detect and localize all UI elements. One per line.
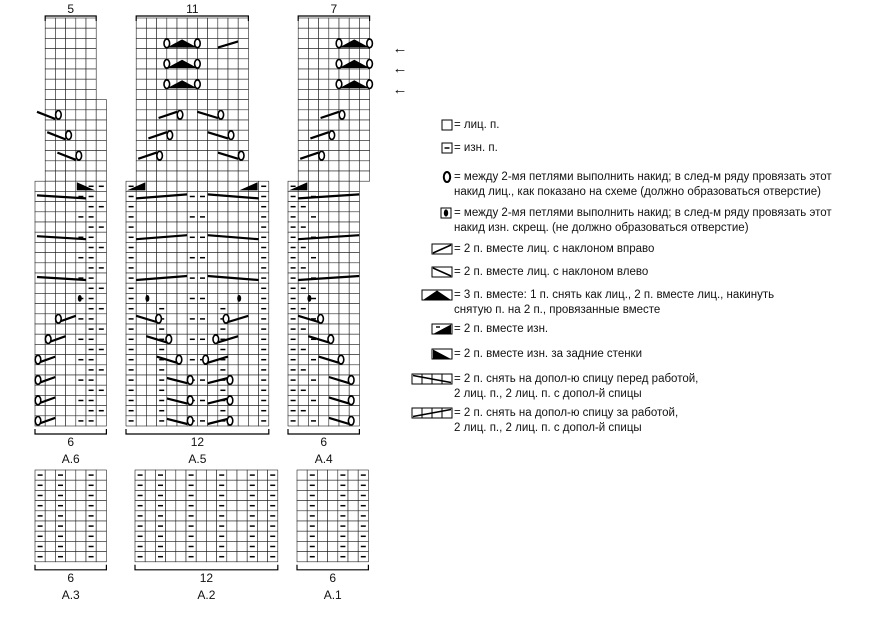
yarn-over-mark [238, 151, 244, 160]
yarn-over-mark [156, 315, 162, 324]
yarn-over-mark [35, 396, 41, 405]
chart-a4-grid [288, 18, 372, 426]
yarn-over-mark [338, 355, 344, 364]
row-arrow-icon: ← [392, 81, 408, 98]
yarn-over-mark [56, 315, 62, 324]
legend-item-purl [410, 141, 498, 156]
row-arrow-icon: ← [392, 60, 408, 77]
a1-label: A.1 [323, 587, 342, 602]
yarn-over-mark [187, 417, 193, 426]
yarn-over-mark [157, 151, 163, 160]
yarn-over-mark [35, 376, 41, 385]
yarn-over-mark [336, 80, 342, 89]
cable-front-icon [410, 372, 454, 386]
yarn-over-twisted-mark [237, 295, 241, 302]
a5-bottom-bracket [126, 429, 269, 434]
yarn-over-mark [45, 335, 51, 344]
legend-text: = 2 п. снять на допол-ю спицу перед работой, 2 лиц. п., 2 лиц. п. с допол-й спицы [454, 373, 699, 400]
legend-text: = 2 п. вместе изн. за задние стенки [454, 348, 643, 360]
yarn-over-mark [203, 355, 209, 364]
yarn-over-mark [348, 396, 354, 405]
legend-item-p2tog [410, 322, 548, 337]
yarn-over-mark [367, 39, 373, 48]
legend-item-knit [410, 118, 499, 133]
legend-text: = 2 п. снять на допол-ю спицу за работой, 2 лиц. п., 2 лиц. п. с допол-й спицы [454, 407, 679, 434]
a4-bottom-number: 6 [320, 435, 328, 449]
a6-bottom-bracket [35, 429, 106, 434]
legend-text: = 3 п. вместе: 1 п. снять как лиц., 2 п. вместе лиц., накинуть снятую п. на 2 п., провязанные вместе [454, 289, 775, 316]
a2-label: A.2 [197, 587, 216, 602]
legend-item-double-decrease [410, 288, 774, 318]
yarn-over-mark [329, 131, 335, 140]
yarn-over-mark [66, 131, 72, 140]
legend-text: = изн. п. [454, 142, 498, 154]
yarn-over-mark [35, 417, 41, 426]
legend-text: = 2 п. вместе лиц. с наклоном влево [454, 266, 649, 278]
yarn-over-mark [195, 39, 201, 48]
yarn-over-twisted-mark [145, 295, 149, 302]
a1-bottom-number: 6 [329, 570, 337, 585]
yarn-over-mark [187, 376, 193, 385]
double-decrease-icon [410, 288, 454, 302]
chart-a6-grid [35, 18, 106, 426]
legend-text: = между 2-мя петлями выполнить накид; в след-м ряду провязать этот накид лиц., как показано на схеме (должно образоваться отверстие) [454, 171, 832, 198]
a4-label: A.4 [314, 452, 333, 466]
yarn-over-mark [318, 315, 324, 324]
yarn-over-mark [164, 39, 170, 48]
yarn-over-mark [223, 315, 229, 324]
yarn-over-mark [319, 151, 325, 160]
a5-label: A.5 [188, 452, 207, 466]
a5-top-number: 11 [186, 2, 199, 16]
yarn-over-mark [213, 335, 219, 344]
legend-text: = 2 п. вместе изн. [454, 323, 549, 335]
legend-item-k2tog-left [410, 265, 648, 280]
yarn-over-mark [35, 355, 41, 364]
legend-text: = 2 п. вместе лиц. с наклоном вправо [454, 243, 655, 255]
purl-square-icon [410, 141, 454, 155]
yarn-over-mark [367, 60, 373, 69]
yarn-over-mark [227, 396, 233, 405]
a3-bottom-number: 6 [67, 570, 75, 585]
yarn-over-mark [367, 80, 373, 89]
yarn-over-twisted-mark [307, 295, 311, 302]
legend-item-p2tog-tbl [410, 347, 642, 362]
a1-grid [297, 470, 368, 562]
yarn-over-mark [167, 131, 173, 140]
yarn-over-mark [187, 396, 193, 405]
yarn-over-mark [177, 111, 183, 120]
yarn-over-mark [328, 335, 334, 344]
yarn-over-mark [164, 80, 170, 89]
legend-item-yarn-over-twisted [410, 206, 832, 236]
a6-bottom-number: 6 [67, 435, 75, 449]
a3-label: A.3 [61, 587, 80, 602]
yarn-over-mark [176, 355, 182, 364]
yarn-over-mark [336, 39, 342, 48]
yarn-over-mark [164, 60, 170, 69]
yarn-over-mark [195, 60, 201, 69]
a3-grid [35, 470, 106, 562]
a6-top-number: 5 [67, 2, 75, 16]
legend-item-cable-back [410, 406, 678, 436]
a2-bottom-number: 12 [199, 570, 214, 585]
yarn-over-hole-icon [410, 170, 454, 184]
legend-text: = лиц. п. [454, 119, 500, 131]
k2tog-left-icon [410, 265, 454, 279]
yarn-over-twisted-mark [78, 295, 82, 302]
yarn-over-mark [195, 80, 201, 89]
legend-item-cable-front [410, 372, 698, 402]
yarn-over-mark [218, 111, 224, 120]
a2-bottom-bracket [135, 565, 278, 570]
yarn-over-twisted-icon [410, 206, 454, 220]
yarn-over-mark [227, 376, 233, 385]
yarn-over-mark [348, 376, 354, 385]
yarn-over-mark [166, 335, 172, 344]
p2tog-tbl-icon [410, 347, 454, 361]
legend-text: = между 2-мя петлями выполнить накид; в след-м ряду провязать этот накид изн. скрещ. (не должно образоваться отверстие) [454, 207, 832, 234]
yarn-over-mark [228, 131, 234, 140]
cable-back-icon [410, 406, 454, 420]
legend-item-k2tog-right [410, 242, 654, 257]
k2tog-right-icon [410, 242, 454, 256]
chart-a5-grid [126, 18, 269, 426]
yarn-over-mark [339, 111, 345, 120]
yarn-over-mark [336, 60, 342, 69]
yarn-over-mark [56, 111, 62, 120]
a2-grid [135, 470, 278, 562]
a5-bottom-number: 12 [190, 435, 205, 449]
a1-bottom-bracket [297, 565, 368, 570]
knit-square-icon [410, 118, 454, 132]
yarn-over-mark [227, 417, 233, 426]
p2tog-icon [410, 322, 454, 336]
legend-item-yarn-over-hole [410, 170, 832, 200]
a4-top-number: 7 [330, 2, 338, 16]
yarn-over-mark [76, 151, 82, 160]
a3-bottom-bracket [35, 565, 106, 570]
a6-label: A.6 [61, 452, 80, 466]
a4-bottom-bracket [288, 429, 359, 434]
yarn-over-mark [348, 417, 354, 426]
row-arrow-icon: ← [392, 40, 408, 57]
